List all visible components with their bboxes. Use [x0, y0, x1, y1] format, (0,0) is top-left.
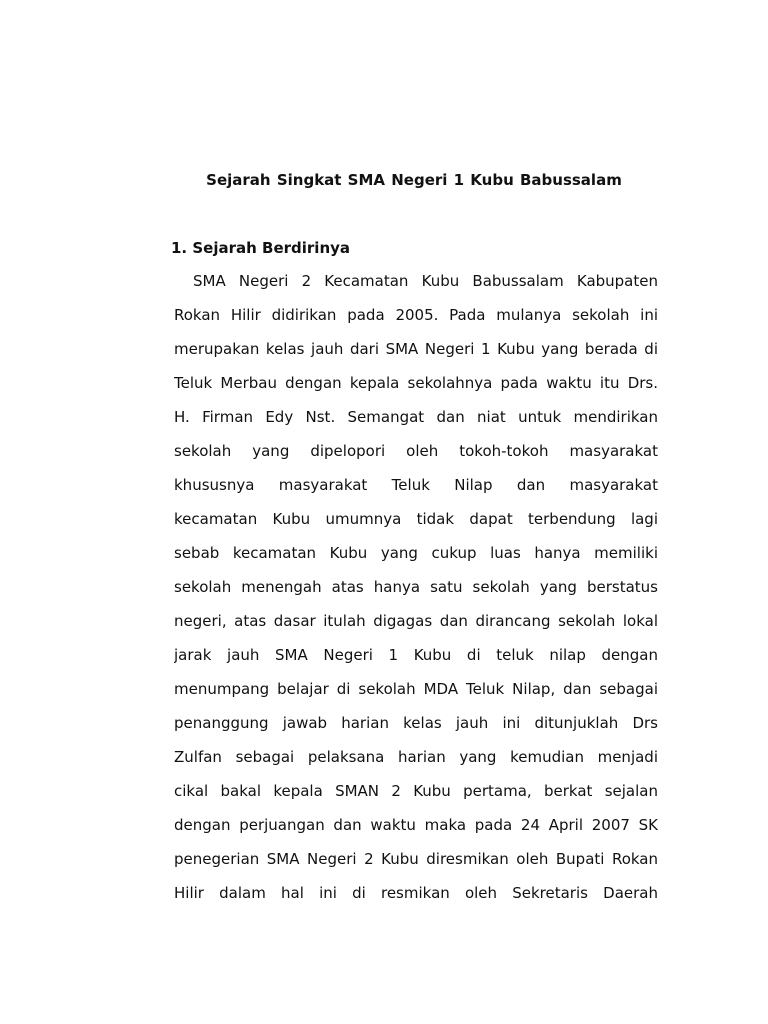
paragraph-line: kecamatan Kubu umumnya tidak dapat terbendung lagi: [174, 510, 658, 528]
paragraph-line: cikal bakal kepala SMAN 2 Kubu pertama, berkat sejalan: [174, 782, 658, 800]
paragraph-line: SMA Negeri 2 Kecamatan Kubu Babussalam Kabupaten: [193, 272, 658, 290]
paragraph-line: penegerian SMA Negeri 2 Kubu diresmikan oleh Bupati Rokan: [174, 850, 658, 868]
paragraph-line: Hilir dalam hal ini di resmikan oleh Sekretaris Daerah: [174, 884, 658, 902]
paragraph-line: menumpang belajar di sekolah MDA Teluk Nilap, dan sebagai: [174, 680, 658, 698]
paragraph-line: sebab kecamatan Kubu yang cukup luas hanya memiliki: [174, 544, 658, 562]
paragraph-line: Zulfan sebagai pelaksana harian yang kemudian menjadi: [174, 748, 658, 766]
paragraph-line: Teluk Merbau dengan kepala sekolahnya pada waktu itu Drs.: [174, 374, 658, 392]
paragraph-line: Rokan Hilir didirikan pada 2005. Pada mulanya sekolah ini: [174, 306, 658, 324]
paragraph-line: penanggung jawab harian kelas jauh ini ditunjuklah Drs: [174, 714, 658, 732]
paragraph-line: dengan perjuangan dan waktu maka pada 24 April 2007 SK: [174, 816, 658, 834]
paragraph-line: merupakan kelas jauh dari SMA Negeri 1 Kubu yang berada di: [174, 340, 658, 358]
paragraph-line: H. Firman Edy Nst. Semangat dan niat untuk mendirikan: [174, 408, 658, 426]
paragraph-line: jarak jauh SMA Negeri 1 Kubu di teluk nilap dengan: [174, 646, 658, 664]
paragraph-line: sekolah yang dipelopori oleh tokoh-tokoh masyarakat: [174, 442, 658, 460]
body-paragraph: [174, 264, 658, 910]
paragraph-line: negeri, atas dasar itulah digagas dan dirancang sekolah lokal: [174, 612, 658, 630]
paragraph-line: sekolah menengah atas hanya satu sekolah yang berstatus: [174, 578, 658, 596]
section-heading: 1. Sejarah Berdirinya: [171, 239, 351, 257]
paragraph-line: khususnya masyarakat Teluk Nilap dan masyarakat: [174, 476, 658, 494]
document-title: Sejarah Singkat SMA Negeri 1 Kubu Babussalam: [206, 171, 622, 189]
